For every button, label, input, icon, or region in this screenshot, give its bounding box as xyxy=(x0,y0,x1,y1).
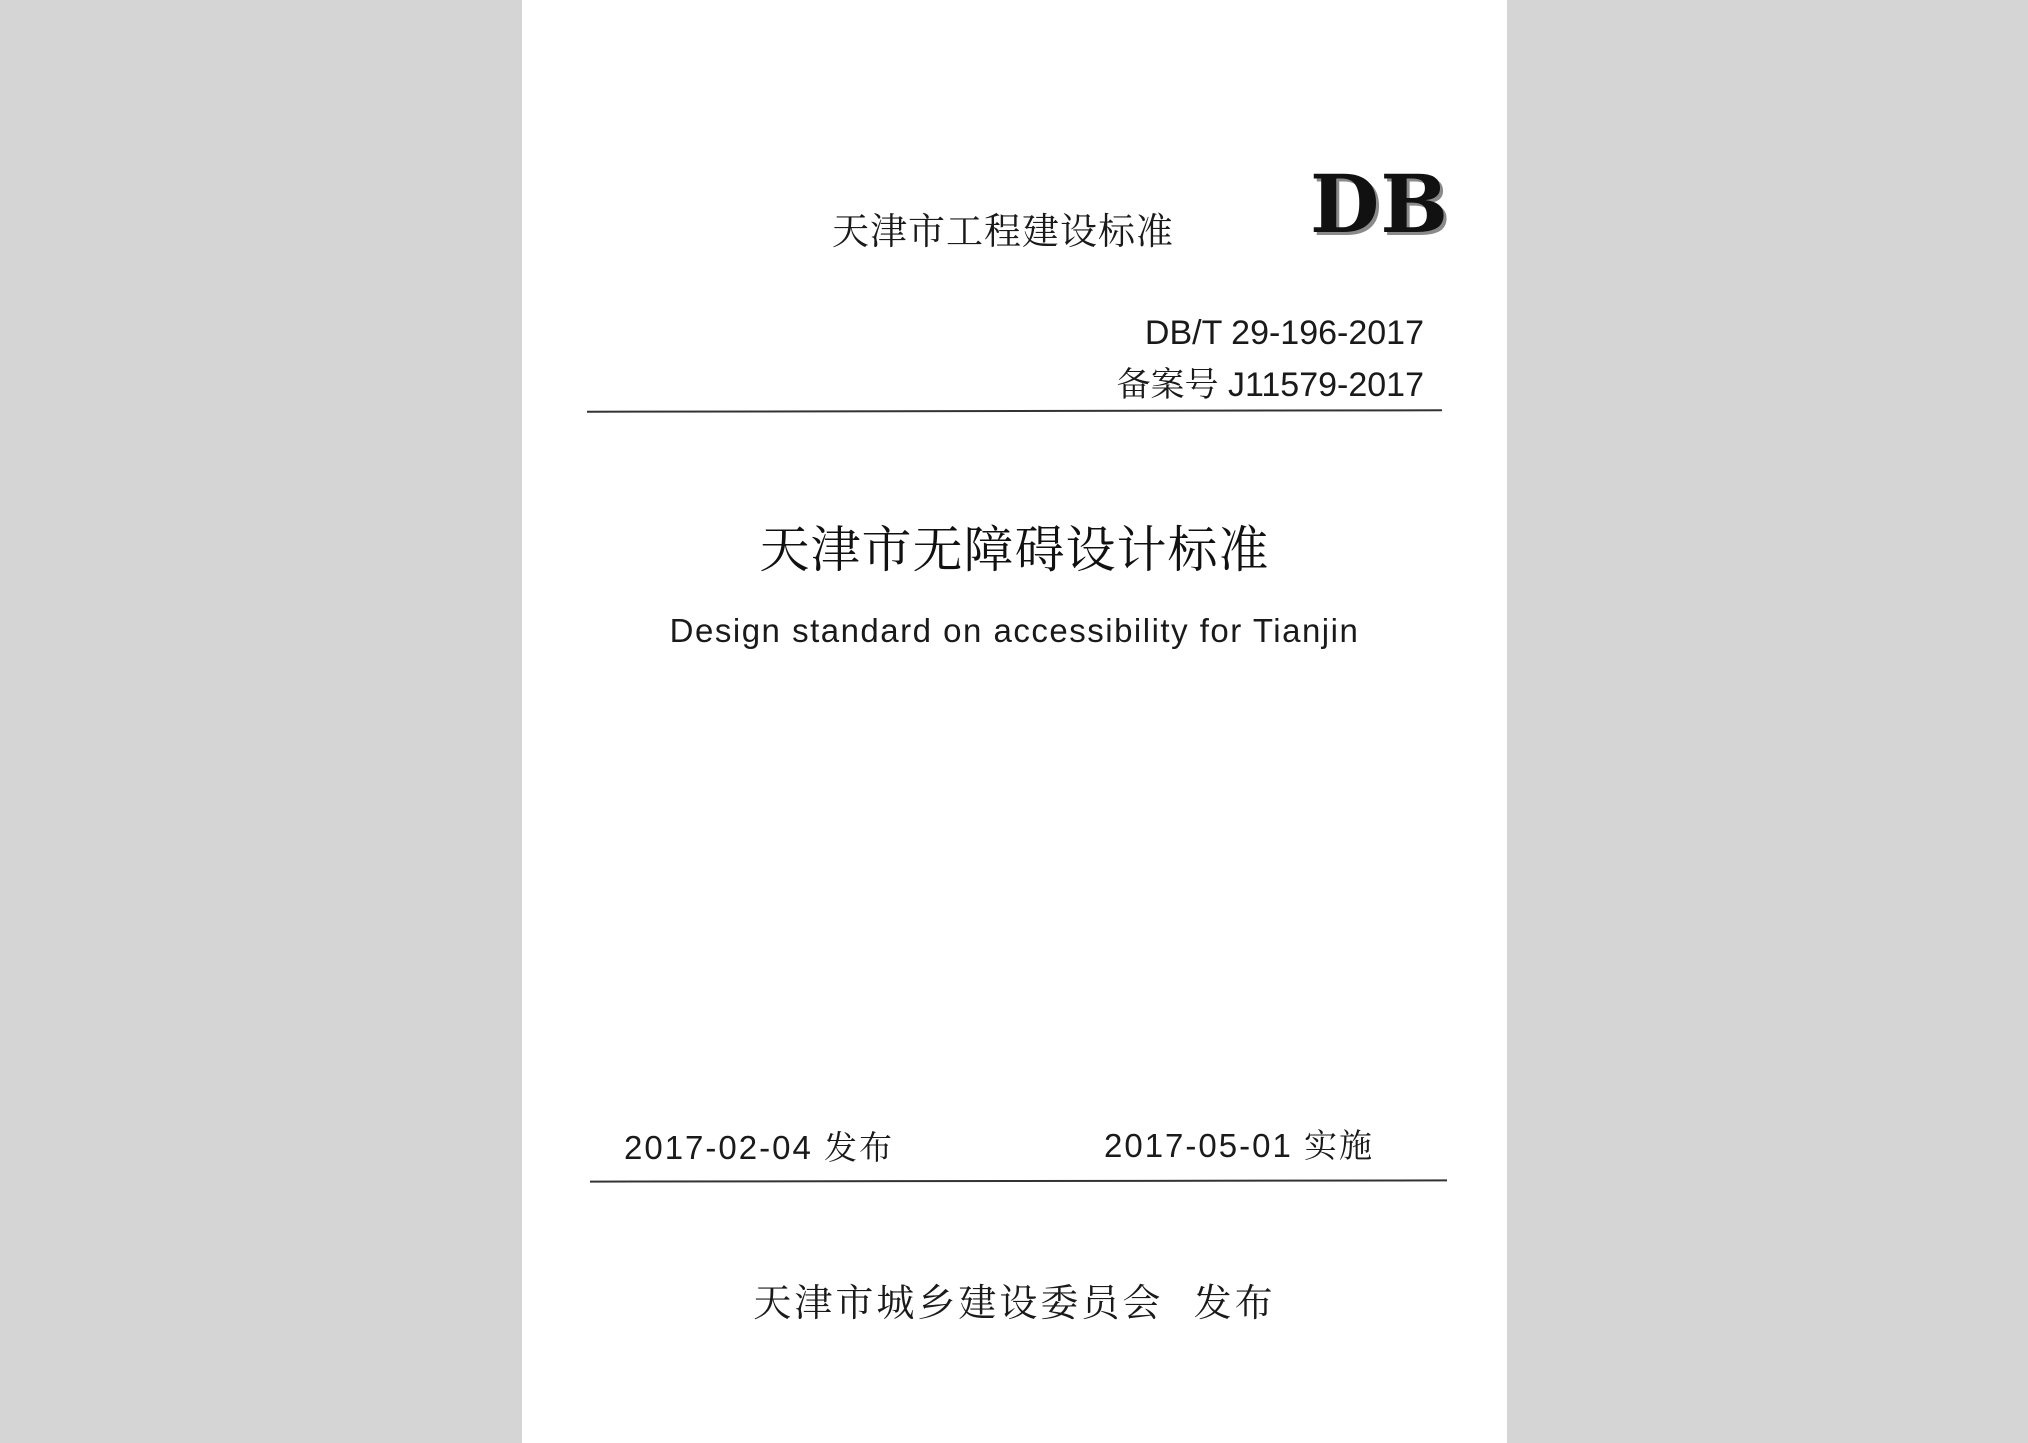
effective-date: 2017-05-01 实施 xyxy=(1104,1127,1374,1164)
top-divider xyxy=(587,409,1442,412)
bottom-divider xyxy=(590,1179,1447,1182)
document-title-chinese: 天津市无障碍设计标准 xyxy=(759,521,1270,579)
document-title-english: Design standard on accessibility for Tianjin xyxy=(669,612,1360,649)
filing-number: 备案号 J11579-2017 xyxy=(1116,366,1424,404)
issue-date: 2017-02-04 发布 xyxy=(624,1129,894,1166)
db-mark-logo: DB xyxy=(1310,157,1449,251)
standard-number: DB/T 29-196-2017 xyxy=(1144,314,1424,352)
publisher-line: 天津市城乡建设委员会 发布 xyxy=(753,1281,1276,1325)
document-cover-page xyxy=(522,0,1507,1443)
standard-type-label: 天津市工程建设标准 xyxy=(832,210,1174,253)
